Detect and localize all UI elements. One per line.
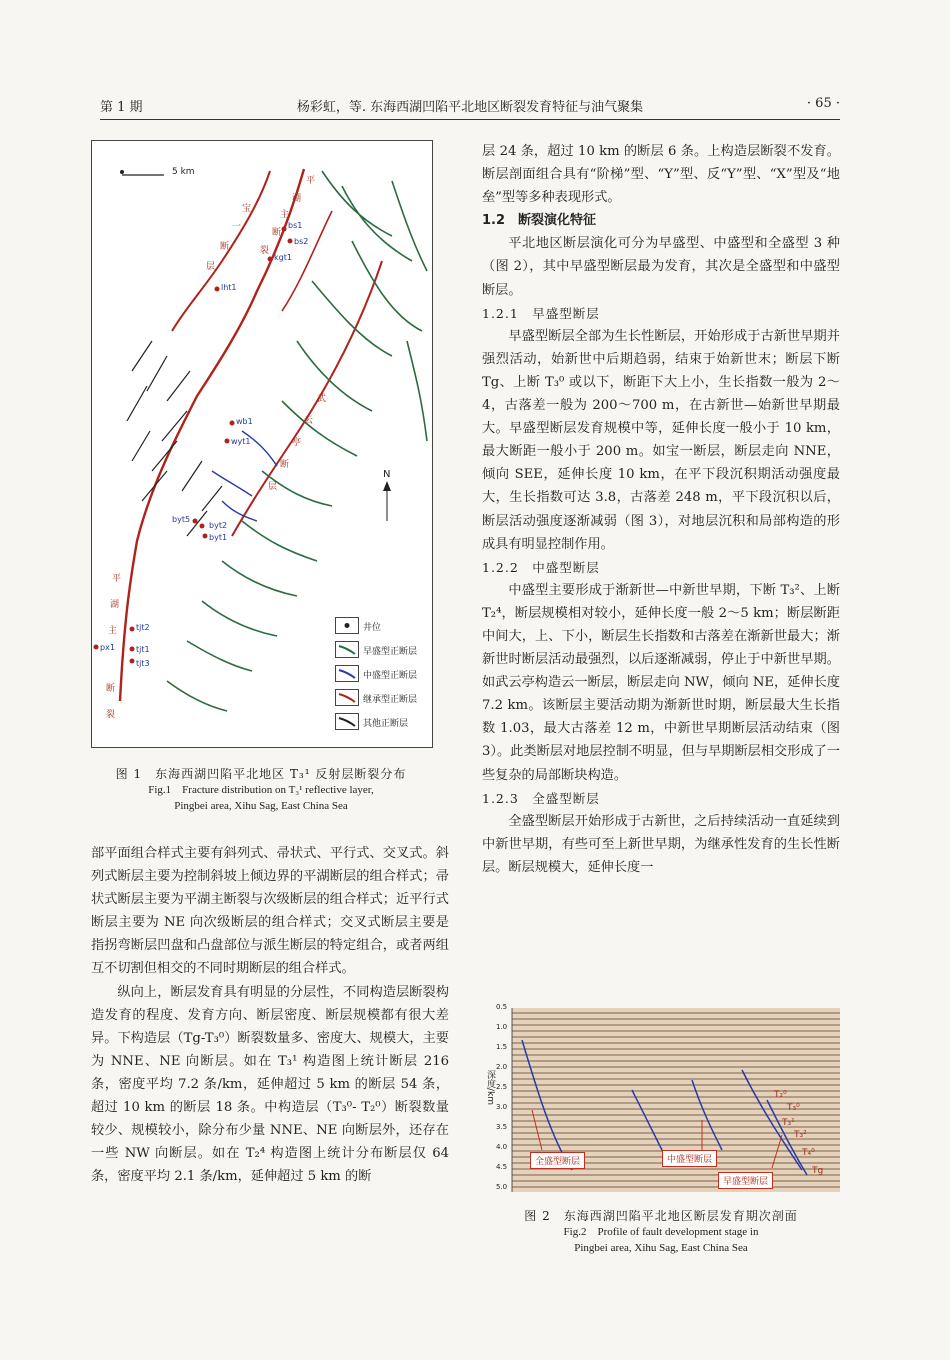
well-label: lht1 [221, 283, 237, 292]
well-label: tjt1 [136, 645, 150, 654]
fault-name-label: 主 [280, 210, 290, 220]
well-points [94, 227, 293, 664]
paragraph: 层 24 条，超过 10 km 的断层 6 条。上构造层断裂不发育。断层剖面组合具有“阶梯”型、“Y”型、反“Y”型、“X”型及“地垒”型等多种表现形式。 [482, 144, 840, 206]
well-label: tjt2 [136, 623, 150, 632]
fault-name-label: 断 [272, 228, 282, 238]
fault-name-label: 湖 [110, 600, 120, 610]
legend-mid-label: 中盛型正断层 [363, 671, 418, 681]
fault-name-label: 平 [306, 176, 316, 186]
well-label: tjt3 [136, 659, 150, 668]
legend-well-symbol [335, 617, 359, 634]
legend-inherit-label: 继承型正断层 [363, 695, 418, 705]
figure-2-profile [482, 1000, 840, 1200]
fault-name-label: 武 [317, 394, 327, 404]
y-tick-label: 2.0 [496, 1063, 508, 1071]
figure-1-caption-en-2: Pingbei area, Xihu Sag, East China Sea [174, 800, 348, 812]
y-tick-label: 3.5 [496, 1123, 508, 1131]
well-label: byt2 [209, 521, 228, 530]
paragraph: 中盛型主要形成于渐新世—中新世早期，下断 T₃²、上断 T₂⁴，断层规模相对较小，延伸长度一般 2～5 km；断层断距中间大，上、下小，断层生长指数和古落差在渐新世最大；渐新世时断层活动最强烈，以后逐渐减弱，停止于中新世早期。如武云亭构造云一断层，断层走向 NW，倾向 NE，延伸长度 7.2 km。该断层主要活动期为渐新世时期，断层最大生长指数 1.03，最大古落差 12 m，中新世早期断层活动结束（图 3）。此类断层对地层控制不明显，但与早期断层相交形成了一些复杂的局部断块构造。 [482, 582, 840, 783]
fault-name-label: 断 [220, 242, 230, 252]
fault-name-label: 一 [232, 222, 242, 232]
legend-well-label: 井位 [363, 623, 382, 633]
horizon-label: T₃² [794, 1130, 807, 1140]
figure-2-caption [482, 1208, 840, 1256]
article-title: 杨彩虹，等. 东海西湖凹陷平北地区断裂发育特征与油气聚集 [296, 100, 644, 115]
legend-early-symbol [335, 641, 359, 658]
y-tick-label: 1.0 [496, 1023, 508, 1031]
figure-2-caption-zh: 图 2 东海西湖凹陷平北地区断层发育期次剖面 [524, 1209, 798, 1223]
well-label: byt5 [172, 515, 191, 524]
well-label: kgt1 [274, 253, 292, 262]
early-stage-fault-box: 早盛型断层 [718, 1172, 773, 1189]
paragraph: 部平面组合样式主要有斜列式、帚状式、平行式、交叉式。斜列式断层主要为控制斜坡上倾边界的平湖断层的组合样式；帚状式断层主要为平湖主断裂与次级断层的组合样式；近平行式断层主要为 NE 向次级断层的组合样式；交叉式断层主要是指拐弯断层凹盘和凸盘部位与派生断层的特定组合，或者两组互不切割但相交的不同时期断层的组合样式。 [91, 846, 449, 977]
fault-name-label: 宝 [242, 204, 252, 214]
fault-name-label: 层 [206, 262, 216, 272]
y-tick-label: 5.0 [496, 1183, 508, 1191]
fault-name-label: 主 [108, 626, 118, 636]
legend-mid-symbol [335, 665, 359, 682]
legend-other-label: 其他正断层 [363, 719, 409, 729]
paragraph: 平北地区断层演化可分为早盛型、中盛型和全盛型 3 种（图 2），其中早盛型断层最为发育，其次是全盛型和中盛型断层。 [482, 236, 840, 298]
y-tick-label: 4.5 [496, 1163, 508, 1171]
north-arrow-head [383, 481, 391, 491]
horizon-label: T₂⁰ [774, 1090, 787, 1100]
figure-1-caption-en-1: Fig.1 Fracture distribution on T₃¹ reflective layer, [148, 784, 374, 796]
header-rule [100, 119, 840, 120]
legend-other-symbol [335, 713, 359, 730]
fault-name-label: 层 [268, 482, 278, 492]
fault-name-label: 断 [280, 460, 290, 470]
horizon-label: T₃¹ [782, 1118, 795, 1128]
figure-2-caption-en-2: Pingbei area, Xihu Sag, East China Sea [574, 1242, 748, 1254]
page-number: · 65 · [806, 96, 840, 111]
well-label: px1 [100, 643, 115, 652]
figure-2-caption-en-1: Fig.2 Profile of fault development stage in [563, 1226, 759, 1238]
section-heading-1-2-2: 1.2.2 中盛型断层 [482, 559, 600, 575]
y-tick-label: 1.5 [496, 1043, 508, 1051]
section-heading-1-2: 1.2 断裂演化特征 [482, 213, 597, 229]
fault-name-label: 湖 [292, 194, 302, 204]
seismic-profile-svg [482, 1000, 840, 1200]
section-heading-1-2-3: 1.2.3 全盛型断层 [482, 790, 600, 806]
horizon-label: T₄⁰ [802, 1148, 815, 1158]
scale-bar-start [120, 170, 124, 174]
figure-1-caption-zh: 图 1 东海西湖凹陷平北地区 T₃¹ 反射层断裂分布 [115, 767, 407, 781]
y-tick-label: 0.5 [496, 1003, 508, 1011]
y-tick-label: 2.5 [496, 1083, 508, 1091]
legend-early-label: 早盛型正断层 [363, 647, 418, 657]
north-label: N [383, 469, 391, 480]
issue-number: 第 1 期 [100, 100, 143, 115]
y-tick-label: 4.0 [496, 1143, 508, 1151]
paragraph: 早盛型断层全部为生长性断层，开始形成于古新世早期并强烈活动，始新世中后期趋弱，结束于始新世末；断层下断 Tg、上断 T₃⁰ 或以下，断距下大上小，生长指数一般为 2～4，古落差一般为 200～700 m，在古新世—始新世早期最大。早盛型断层发育规模中等，延伸长度一般小于 10 km，最大断距一般小于 200 m。如宝一断层，断层走向 NNE，倾向 SEE，延伸长度 10 km，在平下段沉积期活动强度最大，生长指数可达 3.8，古落差 248 m，平下段沉积以后，断层活动强度逐渐减弱（图 3），对地层沉积和局部构造的形成具有明显控制作用。 [482, 328, 840, 552]
right-column-text [482, 140, 840, 879]
figure-1-map [91, 140, 433, 748]
mid-stage-fault-box: 中盛型断层 [662, 1150, 717, 1167]
fault-name-label: 平 [112, 574, 122, 584]
figure-1-caption [91, 766, 431, 814]
fault-name-label: 亭 [292, 438, 302, 448]
fault-name-label: 断 [106, 684, 116, 694]
well-label: bs1 [288, 221, 303, 230]
well-label: bs2 [294, 237, 309, 246]
left-column-text [91, 842, 449, 1188]
running-header [100, 96, 840, 118]
section-heading-1-2-1: 1.2.1 早盛型断层 [482, 305, 600, 321]
legend-inherit-symbol [335, 689, 359, 706]
well-label: wb1 [236, 417, 253, 426]
paragraph: 全盛型断层开始形成于古新世，之后持续活动一直延续到中新世早期，有些可至上新世早期，为继承性发育的生长性断层。断层规模大，延伸长度一 [482, 813, 840, 875]
fault-name-label: 云 [304, 416, 314, 426]
paragraph: 纵向上，断层发育具有明显的分层性，不同构造层断裂构造发育的程度、发育方向、断层密度、断层规模都有很大差异。下构造层（Tg-T₃⁰）断裂数量多、密度大、规模大，主要为 NNE、NE 向断层。如在 T₃¹ 构造图上统计断层 216 条，密度平均 7.2 条/km，延伸超过 5 km 的断层 54 条，超过 10 km 的断层 18 条。中构造层（T₃⁰- T₂⁰）断裂数量较少、规模较小，除分布少量 NNE、NE 向断层外，还存在一些 NW 向断层。如在 T₂⁴ 构造图上统计分布断层仅 64 条，密度平均 2.1 条/km，延伸超过 5 km 的断 [91, 984, 449, 1185]
full-stage-fault-box: 全盛型断层 [530, 1152, 585, 1169]
fault-name-label: 裂 [106, 710, 116, 720]
well-label: byt1 [209, 533, 228, 542]
well-label: wyt1 [231, 437, 251, 446]
y-axis-label: 深度/km [485, 1070, 495, 1106]
y-tick-label: 3.0 [496, 1103, 508, 1111]
fault-name-label: 裂 [260, 246, 270, 256]
horizon-label: Tg [812, 1166, 824, 1176]
horizon-label: T₃⁰ [787, 1103, 800, 1113]
wuyunting-fault [232, 261, 382, 536]
scale-label: 5 km [172, 167, 195, 177]
